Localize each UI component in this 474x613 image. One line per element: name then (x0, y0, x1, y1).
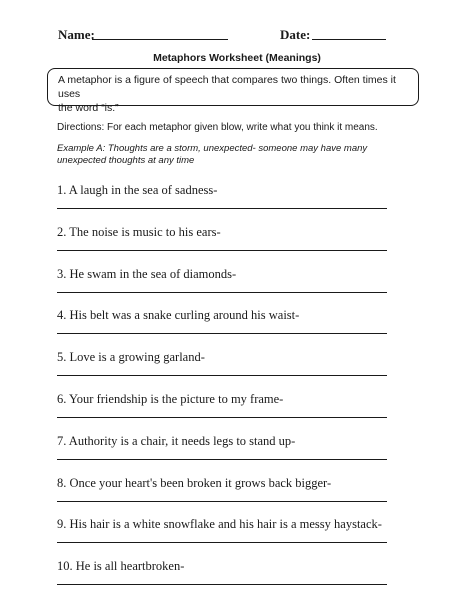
question-text: 9. His hair is a white snowflake and his hair is a messy haystack- (57, 517, 382, 532)
question-item (57, 471, 387, 513)
question-item (57, 429, 387, 471)
answer-line (57, 208, 387, 209)
question-text: 8. Once your heart's been broken it grows back bigger- (57, 475, 332, 490)
answer-line (57, 459, 387, 460)
question-item (57, 345, 387, 387)
question-text: 1. A laugh in the sea of sadness- (57, 183, 218, 197)
question-item (57, 512, 387, 554)
answer-line (57, 375, 387, 376)
answer-line (57, 501, 387, 502)
answer-line (57, 333, 387, 334)
example-line-1: Example A: Thoughts are a storm, unexpected- someone may have many (57, 143, 368, 154)
answer-line (57, 250, 387, 251)
answer-line (57, 417, 387, 418)
date-blank-line (312, 39, 386, 40)
header-row (0, 24, 474, 44)
question-text: 7. Authority is a chair, it needs legs to stand up- (57, 433, 296, 448)
example-line-2: unexpected thoughts at any time (57, 155, 195, 166)
question-item (57, 220, 387, 262)
question-text: 2. The noise is music to his ears- (57, 224, 221, 239)
question-item (57, 303, 387, 345)
directions-text: Directions: For each metaphor given blow, write what you think it means. (57, 122, 378, 133)
date-label: Date: (280, 27, 311, 42)
question-item (57, 178, 387, 220)
name-blank-line (92, 39, 228, 40)
definition-line-1: A metaphor is a figure of speech that compares two things. Often times it uses (58, 74, 396, 100)
question-list (57, 178, 387, 596)
question-text: 10. He is all heartbroken- (57, 559, 185, 574)
question-text: 4. His belt was a snake curling around his waist- (57, 308, 300, 323)
name-label: Name: (58, 27, 95, 42)
question-text: 5. Love is a growing garland- (57, 350, 205, 365)
example-text (57, 143, 387, 167)
question-item (57, 554, 387, 596)
question-item (57, 387, 387, 429)
definition-box (47, 68, 419, 114)
question-text: 6. Your friendship is the picture to my frame- (57, 391, 284, 406)
answer-line (57, 584, 387, 585)
answer-line (57, 292, 387, 293)
question-text: 3. He swam in the sea of diamonds- (57, 266, 237, 281)
worksheet-title: Metaphors Worksheet (Meanings) (153, 52, 321, 64)
definition-line-2: the word “is.” (58, 102, 119, 114)
question-item (57, 262, 387, 304)
answer-line (57, 542, 387, 543)
